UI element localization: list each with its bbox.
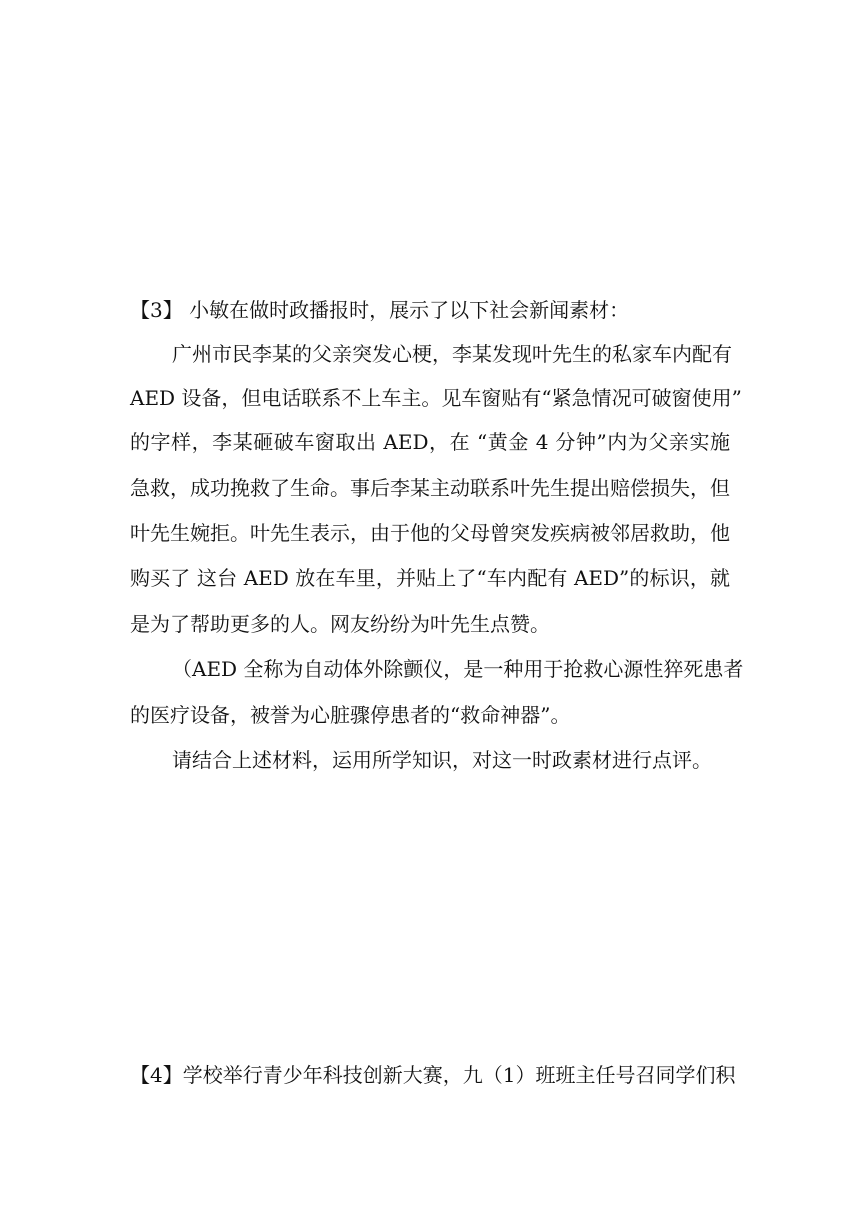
paragraph-line: 的医疗设备，被誉为心脏骤停患者的“救命神器”。 <box>130 703 571 727</box>
question-3-heading: 【3】 小敏在做时政播报时，展示了以下社会新闻素材： <box>130 298 630 322</box>
question-prompt: 请结合上述材料，运用所学知识，对这一时政素材进行点评。 <box>172 748 712 772</box>
paragraph-line: 急救，成功挽救了生命。事后李某主动联系叶先生提出赔偿损失，但 <box>130 476 730 500</box>
paragraph-line: 的字样，李某砸破车窗取出 AED，在 “黄金 4 分钟”内为父亲实施 <box>130 430 730 454</box>
paragraph-line: AED 设备，但电话联系不上车主。见车窗贴有“紧急情况可破窗使用” <box>130 386 742 410</box>
paragraph-line: 广州市民李某的父亲突发心梗，李某发现叶先生的私家车内配有 <box>172 342 732 366</box>
paragraph-line: （AED 全称为自动体外除颤仪，是一种用于抢救心源性猝死患者 <box>172 657 744 681</box>
paragraph-line: 叶先生婉拒。叶先生表示，由于他的父母曾突发疾病被邻居救助，他 <box>130 521 730 545</box>
question-4-heading: 【4】学校举行青少年科技创新大赛，九（1）班班主任号召同学们积 <box>130 1063 736 1087</box>
paragraph-line: 购买了 这台 AED 放在车里，并贴上了“车内配有 AED”的标识，就 <box>130 566 730 590</box>
paragraph-line: 是为了帮助更多的人。网友纷纷为叶先生点赞。 <box>130 612 550 636</box>
